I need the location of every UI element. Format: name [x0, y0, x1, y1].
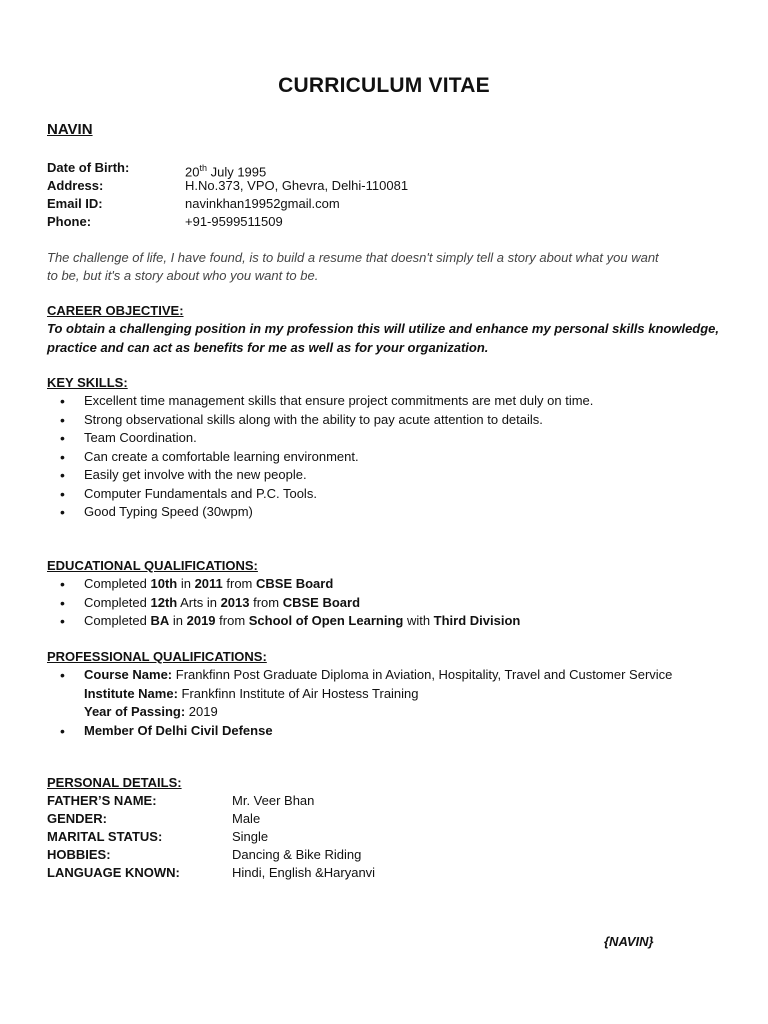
- list-item: • Can create a comfortable learning environment.: [60, 448, 359, 465]
- father-value: Mr. Veer Bhan: [232, 793, 315, 808]
- career-objective-text: [47, 320, 737, 357]
- intro-quote: [47, 249, 727, 285]
- hobbies-label: HOBBIES:: [47, 847, 111, 862]
- institute-value: Frankfinn Institute of Air Hostess Training: [177, 685, 419, 701]
- dob-value: 20th July 1995: [185, 163, 267, 180]
- marital-value: Single: [232, 829, 269, 844]
- candidate-name: NAVIN: [47, 121, 93, 138]
- list-item: [47, 703, 672, 722]
- course-value: Frankfinn Post Graduate Diploma in Aviation, Hospitality, Travel and Customer Service: [172, 667, 673, 682]
- career-line-2: practice and can act as benefits for me as well as for your organization.: [47, 339, 489, 355]
- dob-label: Date of Birth:: [47, 160, 130, 175]
- marital-label: MARITAL STATUS:: [47, 829, 163, 844]
- dob-suffix: th: [199, 163, 207, 173]
- address-value: H.No.373, VPO, Ghevra, Delhi-110081: [185, 178, 409, 193]
- year-label: Year of Passing:: [84, 704, 186, 719]
- professional-heading: PROFESSIONAL QUALIFICATIONS:: [47, 649, 267, 664]
- gender-label: GENDER:: [47, 811, 107, 826]
- quote-line-1: The challenge of life, I have found, is to build a resume that doesn't simply tell a story about what you want: [47, 250, 659, 265]
- email-value: navinkhan19952gmail.com: [185, 196, 340, 211]
- hobbies-value: Dancing & Bike Riding: [232, 847, 362, 862]
- year-value: 2019: [185, 704, 218, 719]
- list-item: • Easily get involve with the new people.: [60, 467, 307, 483]
- gender-value: Male: [232, 811, 261, 826]
- language-label: LANGUAGE KNOWN:: [47, 865, 180, 880]
- address-label: Address:: [47, 178, 104, 193]
- list-item: • Computer Fundamentals and P.C. Tools.: [60, 485, 317, 502]
- list-item: • Team Coordination.: [60, 430, 197, 446]
- key-skills-heading: KEY SKILLS:: [47, 375, 128, 390]
- personal-details-heading: PERSONAL DETAILS:: [47, 775, 182, 790]
- list-item: • Member Of Delhi Civil Defense: [60, 722, 273, 739]
- education-list: [47, 575, 520, 631]
- education-heading: EDUCATIONAL QUALIFICATIONS:: [47, 558, 258, 573]
- key-skills-list: [47, 392, 593, 522]
- list-item: • Completed 12th Arts in 2013 from CBSE Board: [60, 594, 361, 611]
- member-item: Member Of Delhi Civil Defense: [84, 722, 273, 738]
- phone-value: +91-9599511509: [185, 214, 283, 229]
- father-label: FATHER’S NAME:: [47, 793, 157, 808]
- language-value: Hindi, English &Haryanvi: [232, 865, 376, 880]
- list-item: • Completed BA in 2019 from School of Open Learning with Third Division: [60, 613, 521, 629]
- email-label: Email ID:: [47, 196, 103, 211]
- list-item: • Excellent time management skills that ensure project commitments are met duly on time.: [60, 393, 594, 409]
- list-item: • Course Name: Frankfinn Post Graduate Diploma in Aviation, Hospitality, Travel and Customer Service: [60, 667, 673, 683]
- professional-list: [47, 666, 672, 740]
- list-item: [47, 685, 672, 704]
- career-line-1: To obtain a challenging position in my profession this will utilize and enhance my personal skills knowledge,: [47, 321, 720, 336]
- career-objective-heading: CAREER OBJECTIVE:: [47, 303, 184, 318]
- list-item: • Strong observational skills along with the ability to pay acute attention to details.: [60, 411, 543, 428]
- quote-line-2: to be, but it's a story about who you want to be.: [47, 268, 319, 283]
- list-item: • Completed 10th in 2011 from CBSE Board: [60, 576, 334, 592]
- signature: {NAVIN}: [604, 934, 654, 949]
- document-title: CURRICULUM VITAE: [278, 74, 490, 97]
- institute-label: Institute Name:: [84, 685, 178, 701]
- list-item: • Good Typing Speed (30wpm): [60, 504, 253, 520]
- course-label: Course Name:: [84, 667, 173, 682]
- phone-label: Phone:: [47, 214, 92, 229]
